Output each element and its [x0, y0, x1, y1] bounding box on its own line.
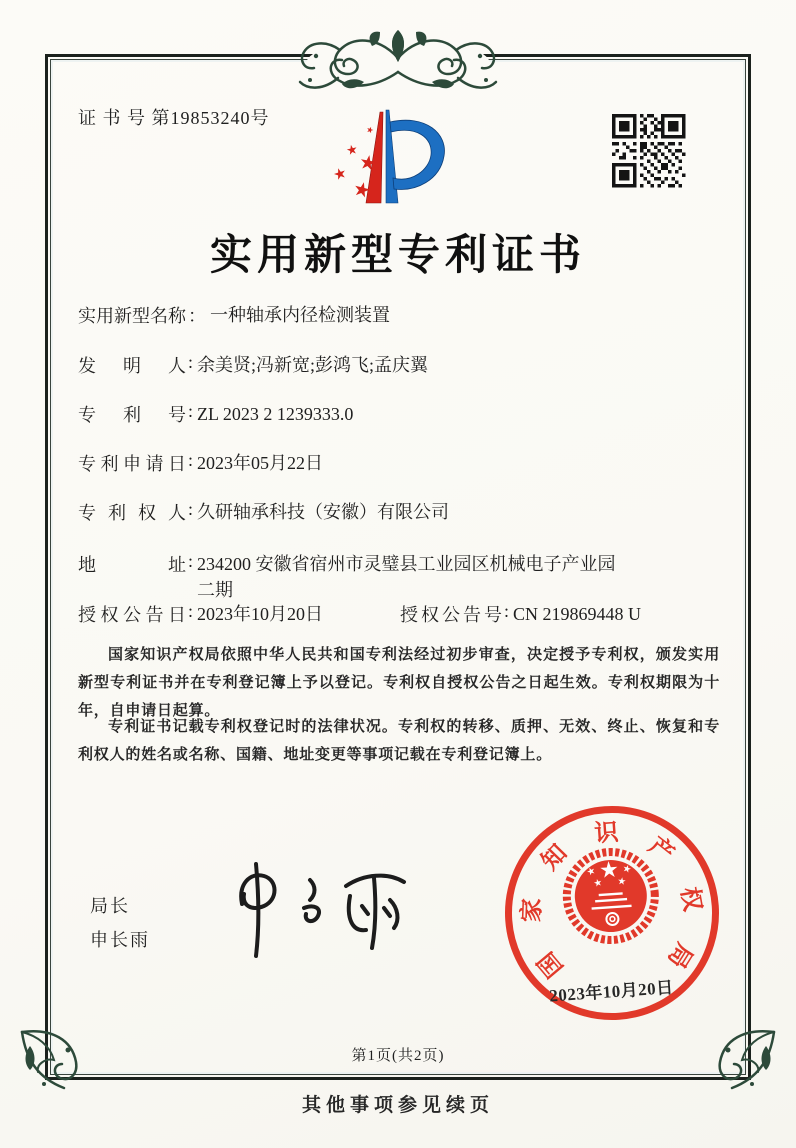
seal-date: 2023年10月20日 [548, 977, 675, 1006]
handwritten-signature [212, 856, 422, 961]
field-label: 实用新型名称 [78, 306, 186, 326]
field-grant-date [78, 601, 324, 625]
field-value: 2023年10月20日 [197, 604, 324, 624]
field-value: 一种轴承内径检测装置 [210, 305, 390, 325]
paragraph-text: 国家知识产权局依照中华人民共和国专利法经过初步审查，决定授予专利权，颁发实用新型专利证书并在专利登记簿上予以登记。专利权自授权公告之日起生效。专利权期限为十年，自申请日起算。 [78, 647, 720, 719]
field-colon: : [504, 601, 510, 621]
field-inventors [78, 352, 428, 378]
seal-char: 识 [593, 819, 620, 848]
field-utility-model-name [78, 302, 390, 328]
field-label: 专利号 [78, 405, 186, 425]
seal-char: 局 [662, 938, 697, 973]
field-value [197, 551, 616, 603]
page-number: 第1页(共2页) [351, 1048, 445, 1064]
field-grant-row [78, 601, 718, 627]
field-colon: : [188, 401, 194, 421]
cnipa-logo-icon [330, 106, 460, 208]
field-grant-number [400, 601, 641, 627]
field-colon: : [188, 450, 194, 470]
paragraph-text: 专利证书记载专利权登记时的法律状况。专利权的转移、质押、无效、终止、恢复和专利权人的姓名或名称、国籍、地址变更等事项记载在专利登记簿上。 [78, 719, 720, 763]
field-value: ZL 2023 2 1239333.0 [197, 404, 354, 424]
field-colon: : [188, 551, 194, 571]
field-value: CN 219869448 U [513, 604, 642, 624]
field-colon: : [188, 352, 194, 372]
seal-char: 产 [643, 832, 679, 868]
certificate-number: 证 书 号 第19853240号 [78, 108, 270, 128]
field-label: 发明人 [78, 356, 186, 376]
field-colon: ： [188, 306, 206, 326]
qr-code [610, 112, 688, 190]
field-value: 2023年05月22日 [197, 453, 324, 473]
address-line-1: 234200 安徽省宿州市灵璧县工业园区机械电子产业园 [197, 554, 616, 574]
field-value: 余美贤;冯新宽;彭鸿飞;孟庆翼 [197, 355, 429, 375]
signer-name: 申长雨 [90, 930, 150, 950]
field-colon: : [188, 499, 194, 519]
field-label: 专利申请日 [78, 454, 186, 474]
seal-char: 权 [675, 885, 706, 914]
national-emblem-icon [557, 843, 664, 950]
field-label: 授权公告日 [78, 605, 186, 625]
seal-char: 国 [533, 946, 569, 982]
field-label: 授权公告号 [400, 605, 502, 625]
field-label: 地址 [78, 555, 186, 575]
field-label: 专利权人 [78, 503, 186, 523]
seal-char: 知 [537, 840, 573, 876]
official-seal [498, 799, 726, 1027]
field-value: 久研轴承科技（安徽）有限公司 [197, 502, 450, 522]
continuation-note: 其他事项参见续页 [301, 1095, 494, 1116]
field-colon: : [188, 601, 194, 621]
legal-paragraph-register [78, 713, 720, 769]
signer-title: 局长 [90, 896, 130, 916]
field-filing-date [78, 450, 323, 476]
field-patent-number [78, 401, 353, 427]
field-patentee [78, 499, 449, 525]
field-address [78, 551, 616, 603]
seal-char: 家 [519, 897, 546, 923]
address-line-2: 二期 [197, 580, 234, 600]
certificate-title: 实用新型专利证书 [209, 233, 586, 279]
